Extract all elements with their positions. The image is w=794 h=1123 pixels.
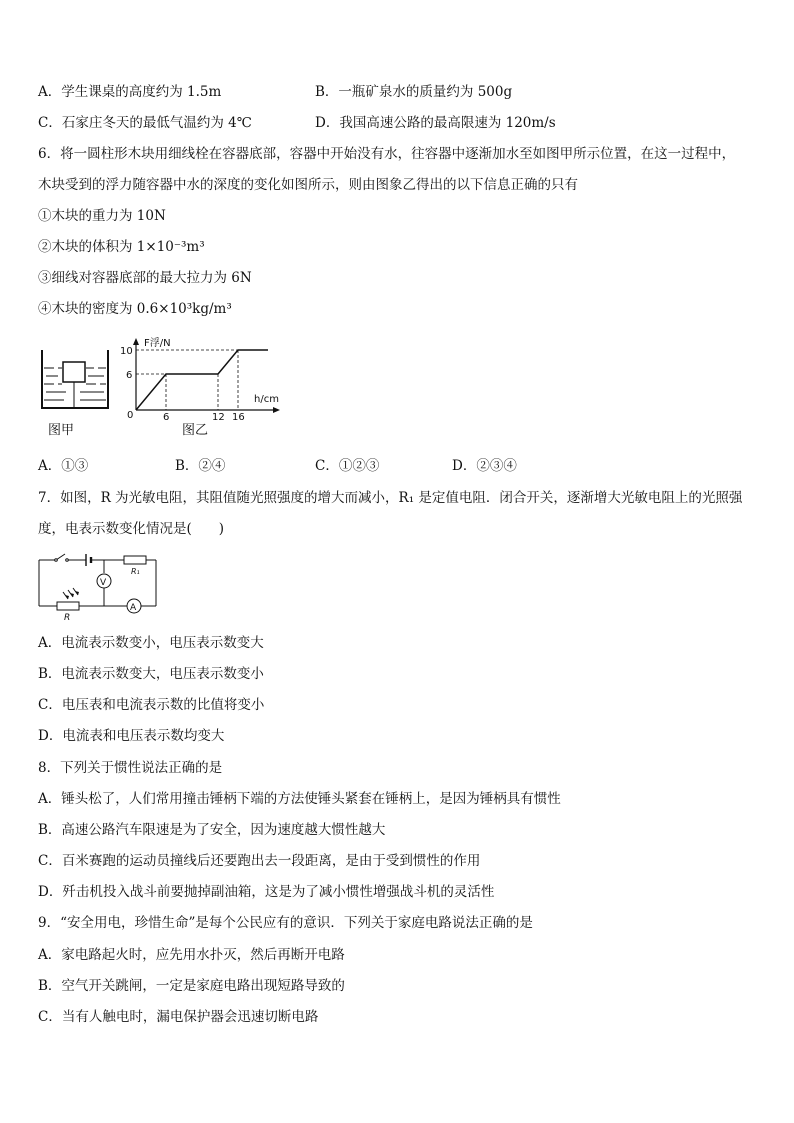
q9-option-b: B．空气开关跳闸，一定是家庭电路出现短路导致的	[38, 978, 345, 994]
graph-xtick-6: 6	[163, 412, 170, 423]
q6-option-b: B．②④	[175, 458, 226, 474]
circuit-label-r1: R₁	[131, 567, 140, 576]
q9-option-a: A．家电路起火时，应先用水扑灭，然后再断开电路	[38, 947, 345, 963]
figure-yi-buoyancy-graph	[118, 334, 288, 438]
graph-ytick-10: 10	[120, 346, 133, 357]
q9-option-c: C．当有人触电时，漏电保护器会迅速切断电路	[38, 1009, 319, 1025]
figure-jia-container	[36, 346, 116, 438]
figure-yi-caption: 图乙	[182, 423, 209, 438]
q8-option-b: B．高速公路汽车限速是为了安全，因为速度越大惯性越大	[38, 822, 386, 838]
q6-statement-2: ②木块的体积为 1×10⁻³m³	[38, 239, 205, 255]
q6-option-a: A．①③	[38, 458, 89, 474]
circuit-ammeter-label: A	[130, 603, 137, 613]
graph-origin-label: 0	[127, 410, 134, 421]
q7-option-a: A．电流表示数变小，电压表示数变大	[38, 635, 264, 651]
graph-y-axis-label: F浮/N	[144, 338, 171, 349]
q7-stem-line-1: 7．如图，R 为光敏电阻，其阻值随光照强度的增大而减小，R₁ 是定值电阻．闭合开关，逐渐增大光敏电阻上的光照强	[38, 490, 743, 506]
q7-option-d: D．电流表和电压表示数均变大	[38, 728, 225, 744]
q6-statement-1: ①木块的重力为 10N	[38, 208, 166, 224]
q7-stem-line-2: 度，电表示数变化情况是( )	[38, 521, 225, 537]
q8-option-c: C．百米赛跑的运动员撞线后还要跑出去一段距离，是由于受到惯性的作用	[38, 853, 481, 869]
q9-stem: 9．“安全用电，珍惜生命”是每个公民应有的意识．下列关于家庭电路说法正确的是	[38, 915, 533, 931]
graph-xtick-12: 12	[212, 412, 225, 423]
graph-x-axis-label: h/cm	[254, 394, 279, 405]
q8-stem: 8．下列关于惯性说法正确的是	[38, 760, 223, 776]
q6-option-d: D．②③④	[452, 458, 517, 474]
graph-ytick-6: 6	[126, 370, 133, 381]
q7-circuit-diagram	[34, 550, 166, 624]
q8-option-d: D．歼击机投入战斗前要抛掉副油箱，这是为了减小惯性增强战斗机的灵活性	[38, 884, 495, 900]
q5-option-c: C．石家庄冬天的最低气温约为 4℃	[38, 115, 252, 131]
q5-option-b: B．一瓶矿泉水的质量约为 500g	[315, 84, 513, 100]
q6-option-c: C．①②③	[315, 458, 380, 474]
q6-stem-line-1: 6．将一圆柱形木块用细线栓在容器底部，容器中开始没有水，往容器中逐渐加水至如图甲所示位置，在这一过程中，	[38, 146, 736, 162]
graph-xtick-16: 16	[232, 412, 245, 423]
q7-option-b: B．电流表示数变大，电压表示数变小	[38, 666, 264, 682]
q6-statement-4: ④木块的密度为 0.6×10³kg/m³	[38, 301, 232, 317]
q6-stem-line-2: 木块受到的浮力随容器中水的深度的变化如图所示，则由图象乙得出的以下信息正确的只有	[38, 177, 578, 193]
q5-option-d: D．我国高速公路的最高限速为 120m/s	[315, 115, 556, 131]
circuit-label-r: R	[64, 613, 71, 623]
q8-option-a: A．锤头松了，人们常用撞击锤柄下端的方法使锤头紧套在锤柄上，是因为锤柄具有惯性	[38, 791, 561, 807]
figure-jia-caption: 图甲	[48, 423, 75, 438]
q5-option-a: A．学生课桌的高度约为 1.5m	[38, 84, 222, 100]
q7-option-c: C．电压表和电流表示数的比值将变小	[38, 697, 265, 713]
circuit-voltmeter-label: V	[100, 578, 107, 588]
q6-statement-3: ③细线对容器底部的最大拉力为 6N	[38, 270, 252, 286]
